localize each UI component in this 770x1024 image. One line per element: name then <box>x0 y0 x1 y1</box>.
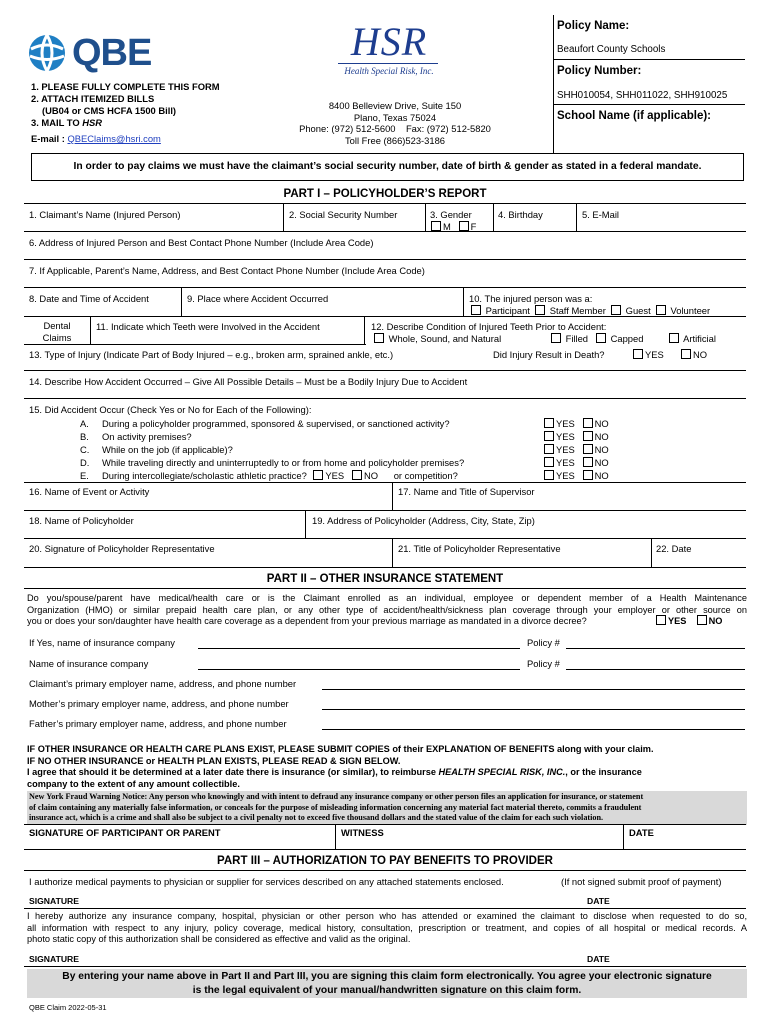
gender-m-checkbox[interactable] <box>431 221 441 231</box>
injured-person-type-label: 10. The injured person was a: <box>469 293 593 304</box>
witness-field[interactable]: WITNESS <box>341 827 384 838</box>
insurance-company-name-input[interactable] <box>198 656 520 670</box>
occur-item-d: D. While traveling directly and uninterruptedly to or from home and policyholder premises? <box>80 457 465 468</box>
rep-date-field[interactable]: 22. Date <box>656 543 692 554</box>
practice-no-checkbox[interactable] <box>352 470 362 480</box>
guest-checkbox[interactable] <box>611 305 621 315</box>
teeth-condition-label: 12. Describe Condition of Injured Teeth Prior to Accident: <box>371 321 607 332</box>
school-name-label: School Name (if applicable): <box>557 110 711 122</box>
occur-item-b: B. On activity premises? <box>80 431 192 442</box>
gender-label: 3. Gender <box>430 209 472 220</box>
part3-date-1[interactable]: DATE <box>587 896 610 906</box>
fraud-warning: New York Fraud Warning Notice: Any person who knowingly and with intent to defraud any insurance company or other person files an application for insurance, or statement of claim containing any materially false information, or conceals for the purpose of misleading information concerning any material fact material thereto, commits a fraudulent insurance act, which is a crime and shall also be subject to a civil penalty not to exceed five thousand dollars and the stated value of the claim for each such violation. <box>27 791 747 825</box>
part3-date-2[interactable]: DATE <box>587 954 610 964</box>
claimant-name-field[interactable]: 1. Claimant’s Name (Injured Person) <box>29 209 181 220</box>
hsr-logo-sub: Health Special Risk, Inc. <box>344 66 434 76</box>
policyholder-address-field[interactable]: 19. Address of Policyholder (Address, City, State, Zip) <box>312 515 535 526</box>
other-insurance-instructions: IF OTHER INSURANCE OR HEALTH CARE PLANS EXIST, PLEASE SUBMIT COPIES of their EXPLANATION OF BENEFITS along with your claim. IF NO OTHER INSURANCE or HEALTH PLAN EXISTS, PLEASE READ & SIGN BELOW. I agree that should it be determined at a later date there is insurance (or similar), to reimburse HEALTH SPECIAL RISK, INC., or the insurance company to the extent of any amount collectible. <box>27 744 654 789</box>
occur-d-no[interactable] <box>583 457 593 467</box>
practice-yes-checkbox[interactable] <box>313 470 323 480</box>
other-insurance-question: Do you/spouse/parent have medical/health care or is the Claimant enrolled as an individual, employee or dependent member of a Health Maintenance Organization (HMO) or similar prepaid health care plan, or any other type of accident/health/sickness plan coverage through your employer or other source on you or does your son/daughter have health care coverage as a dependent from your previous marriage as mandated in a divorce decree? YES NO <box>27 593 747 626</box>
death-no-checkbox[interactable] <box>681 349 691 359</box>
injury-type-field[interactable]: 13. Type of Injury (Indicate Part of Body Injured – e.g., broken arm, sprained ankle, etc.) <box>29 349 394 360</box>
authorize-payment-text: I authorize medical payments to physician or supplier for services described on any attached statements enclosed. <box>29 876 504 887</box>
policyholder-name-field[interactable]: 18. Name of Policyholder <box>29 515 134 526</box>
occur-d-yes[interactable] <box>544 457 554 467</box>
not-signed-note: (If not signed submit proof of payment) <box>561 876 722 887</box>
insurance-company-name-label: Name of insurance company <box>29 658 149 669</box>
teeth-involved-field[interactable]: 11. Indicate which Teeth were Involved in the Accident <box>96 321 320 332</box>
participant-signature-field[interactable]: SIGNATURE OF PARTICIPANT OR PARENT <box>29 827 221 838</box>
volunteer-checkbox[interactable] <box>656 305 666 315</box>
policy-number-label: Policy Number: <box>557 65 642 77</box>
hsr-address: 8400 Belleview Drive, Suite 150 Plano, Texas 75024 Phone: (972) 512-5600 Fax: (972) 512-5820 Toll Free (866)523-3186 <box>299 100 491 146</box>
instruction-2: 2. ATTACH ITEMIZED BILLS <box>31 93 155 104</box>
occur-a-yes[interactable] <box>544 418 554 428</box>
policy-no-input-1[interactable] <box>566 635 745 649</box>
mother-employer-input[interactable] <box>322 696 745 710</box>
ssn-field[interactable]: 2. Social Security Number <box>289 209 398 220</box>
part1-title: PART I – POLICYHOLDER’S REPORT <box>283 188 487 200</box>
federal-mandate-notice: In order to pay claims we must have the claimant’s social security number, date of birth & gender as stated in a federal mandate. <box>31 153 744 181</box>
part2-title: PART II – OTHER INSURANCE STATEMENT <box>266 573 504 585</box>
email-link[interactable]: QBEClaims@hsri.com <box>67 133 161 144</box>
occur-c-yes[interactable] <box>544 444 554 454</box>
occur-b-no[interactable] <box>583 431 593 441</box>
policy-number[interactable]: SHH010054, SHH011022, SHH910025 <box>557 90 728 101</box>
qbe-logo-text: QBE <box>72 32 152 74</box>
instructions <box>31 81 220 145</box>
teeth-condition-options: Whole, Sound, and Natural <box>374 333 501 344</box>
accident-occur-items <box>80 417 540 482</box>
policy-no-label-1: Policy # <box>527 637 560 648</box>
father-employer-label: Father’s primary employer name, address, and phone number <box>29 718 287 729</box>
occur-e-no[interactable] <box>583 470 593 480</box>
qbe-globe-icon <box>27 33 67 73</box>
father-employer-input[interactable] <box>322 716 745 730</box>
death-yes-checkbox[interactable] <box>633 349 643 359</box>
policy-no-input-2[interactable] <box>566 656 745 670</box>
occur-b-yes[interactable] <box>544 431 554 441</box>
filled-checkbox[interactable] <box>551 333 561 343</box>
policy-name[interactable]: Beaufort County Schools <box>557 44 666 55</box>
rep-title-field[interactable]: 21. Title of Policyholder Representative <box>398 543 561 554</box>
gender-options: M F <box>431 221 476 232</box>
birthday-field[interactable]: 4. Birthday <box>498 209 543 220</box>
death-question: Did Injury Result in Death? <box>493 349 605 360</box>
form-version: QBE Claim 2022-05-31 <box>29 1003 107 1012</box>
part2-date-field[interactable]: DATE <box>629 827 654 838</box>
occur-e-yes[interactable] <box>544 470 554 480</box>
qbe-logo <box>27 33 167 73</box>
dental-claims-label: Dental Claims <box>42 320 72 343</box>
event-name-field[interactable]: 16. Name of Event or Activity <box>29 486 150 497</box>
accident-datetime-field[interactable]: 8. Date and Time of Accident <box>29 293 149 304</box>
occur-item-a: A. During a policyholder programmed, sponsored & supervised, or sanctioned activity? <box>80 418 450 429</box>
accident-occur-label: 15. Did Accident Occur (Check Yes or No for Each of the Following): <box>29 404 312 415</box>
mother-employer-label: Mother’s primary employer name, address, and phone number <box>29 698 289 709</box>
other-ins-no-checkbox[interactable] <box>697 615 707 625</box>
claimant-employer-label: Claimant’s primary employer name, address, and phone number <box>29 678 297 689</box>
instruction-1: 1. PLEASE FULLY COMPLETE THIS FORM <box>31 81 220 92</box>
occur-item-e: E. During intercollegiate/scholastic athletic practice? YES NO or competition? <box>80 470 458 481</box>
email-field[interactable]: 5. E-Mail <box>582 209 619 220</box>
part3-title: PART III – AUTHORIZATION TO PAY BENEFITS TO PROVIDER <box>217 855 553 867</box>
authorize-disclosure-text: I hereby authorize any insurance company, hospital, physician or other person who has attended or examined the claimant to disclose when requested to do so, all information with respect to any injury, policy coverage, medical history, consultation, prescription or treatment, and copies of all hospital or medical records. A photo static copy of this authorization shall be considered as effective and valid as the original. <box>27 911 747 945</box>
instruction-2-sub: (UB04 or CMS HCFA 1500 Bill) <box>42 105 177 116</box>
email-line: E-mail : QBEClaims@hsri.com <box>31 133 161 144</box>
occur-item-c: C. While on the job (if applicable)? <box>80 444 233 455</box>
instruction-3: 3. MAIL TO HSR <box>31 117 103 128</box>
gender-f-checkbox[interactable] <box>459 221 469 231</box>
policy-no-label-2: Policy # <box>527 658 560 669</box>
capped-checkbox[interactable] <box>596 333 606 343</box>
part3-signature-2[interactable]: SIGNATURE <box>29 954 79 964</box>
electronic-signature-notice: By entering your name above in Part II and Part III, you are signing this claim form electronically. You agree your electronic signature is the legal equivalent of your manual/handwritten signature on this claim form. <box>27 969 747 998</box>
staff-member-checkbox[interactable] <box>535 305 545 315</box>
part3-signature-1[interactable]: SIGNATURE <box>29 896 79 906</box>
supervisor-field[interactable]: 17. Name and Title of Supervisor <box>398 486 535 497</box>
participant-checkbox[interactable] <box>471 305 481 315</box>
policy-name-label: Policy Name: <box>557 20 630 32</box>
hsr-logo-text: HSR <box>350 19 428 64</box>
claimant-employer-input[interactable] <box>322 676 745 690</box>
address-field[interactable]: 6. Address of Injured Person and Best Contact Phone Number (Include Area Code) <box>29 237 374 248</box>
occur-yes-no-column: YES NO YES NO YES NO YES NO YES NO <box>544 417 609 482</box>
rep-signature-field[interactable]: 20. Signature of Policyholder Representative <box>29 543 215 554</box>
whole-sound-checkbox[interactable] <box>374 333 384 343</box>
hsr-logo <box>334 19 444 82</box>
accident-place-field[interactable]: 9. Place where Accident Occurred <box>187 293 329 304</box>
artificial-checkbox[interactable] <box>669 333 679 343</box>
occur-a-no[interactable] <box>583 418 593 428</box>
injured-person-type-options: Participant Staff Member Guest Volunteer <box>471 305 710 316</box>
parent-info-field[interactable]: 7. If Applicable, Parent’s Name, Address, and Best Contact Phone Number (Include Area Code) <box>29 265 425 276</box>
insurance-company-label: If Yes, name of insurance company <box>29 637 175 648</box>
occur-c-no[interactable] <box>583 444 593 454</box>
insurance-company-input[interactable] <box>198 635 520 649</box>
accident-description-field[interactable]: 14. Describe How Accident Occurred – Give All Possible Details – Must be a Bodily Injury Due to Accident <box>29 376 468 387</box>
other-ins-yes-checkbox[interactable] <box>656 615 666 625</box>
